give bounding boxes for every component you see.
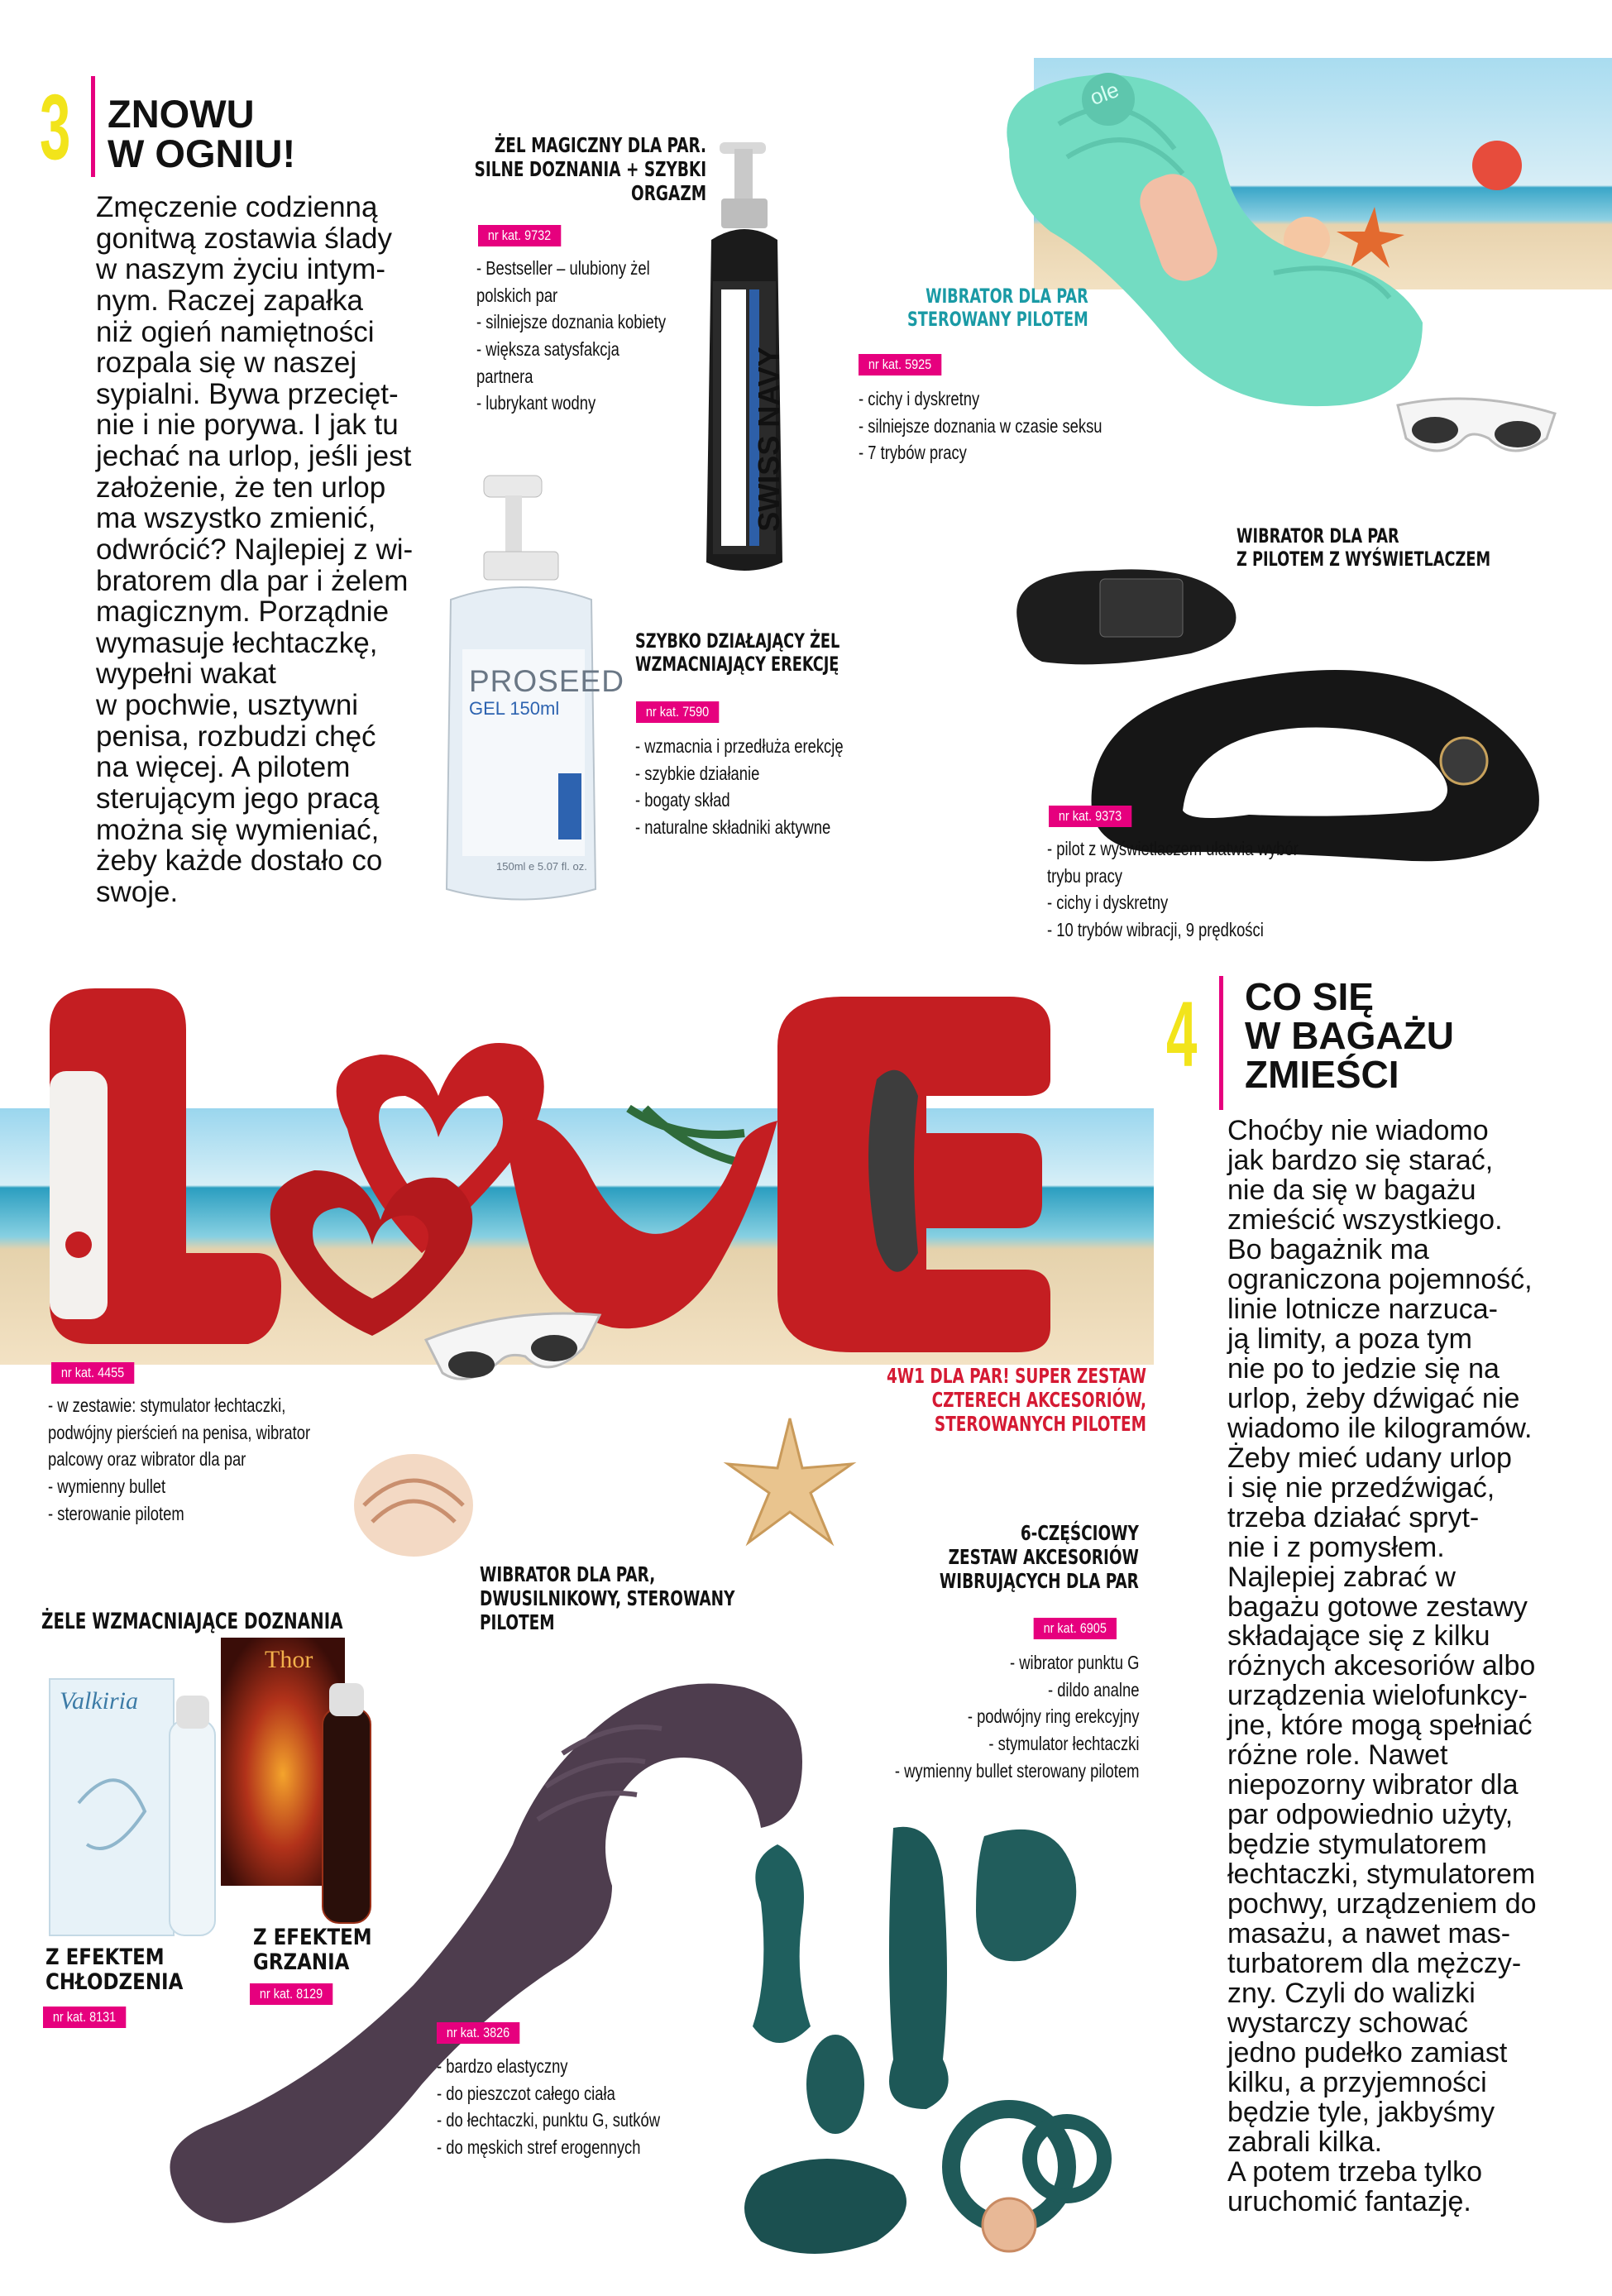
pump-stem: [505, 495, 522, 553]
feature-line: - stymulator łechtaczki: [988, 1732, 1139, 1754]
body-line: będzie stymulatorem: [1227, 1829, 1487, 1861]
wibrator-dual-kat: nr kat. 3826: [437, 2022, 519, 2044]
wibrator-display-kat: nr kat. 9373: [1049, 806, 1131, 827]
gel-magic-features: [476, 255, 666, 417]
body-line: zmieścić wszystkiego.: [1227, 1203, 1503, 1236]
pump-head: [484, 476, 542, 497]
body-line: urlop, żeby dźwigać nie: [1227, 1382, 1520, 1414]
body-line: wiadomo ile kilogramów.: [1227, 1412, 1533, 1444]
vibrator-gold-button: [1441, 738, 1487, 784]
body-line: różnych akcesoriów albo: [1227, 1650, 1536, 1682]
body-line: na więcej. A pilotem: [96, 751, 351, 784]
gel-magic-title: [475, 134, 706, 205]
body-line: wypełni wakat: [96, 658, 276, 691]
feature-line: - bogaty skład: [635, 789, 730, 811]
body-line: w naszym życiu intym-: [96, 253, 386, 286]
section-4-body: [1227, 1117, 1537, 2217]
dildo: [889, 1827, 949, 2109]
shell-body: [354, 1454, 473, 1557]
body-line: swoje.: [96, 875, 179, 908]
body-line: można się wymieniać,: [96, 813, 380, 846]
feature-line: - 10 trybów wibracji, 9 prędkości: [1047, 918, 1264, 940]
body-line: ją limity, a poza tym: [1227, 1323, 1473, 1355]
body-line: odwrócić? Najlepiej z wi-: [96, 533, 414, 566]
clit-stimulator: [976, 1830, 1076, 1961]
feature-line: partnera: [476, 365, 533, 387]
title-line: STEROWANY PILOTEM: [907, 307, 1088, 331]
body-line: wymasuje łechtaczkę,: [96, 626, 378, 659]
wibrator-pilot-features: [859, 385, 1103, 466]
feature-line: polskich par: [476, 284, 558, 306]
label-line: GRZANIA: [253, 1949, 350, 1976]
label-line: CHŁODZENIA: [45, 1969, 184, 1996]
body-line: jne, które mogą spełniać: [1227, 1710, 1533, 1742]
title-line: SZYBKO DZIAŁAJĄCY ŻEL: [635, 629, 840, 653]
proseed-brand-text: PROSEED: [469, 664, 624, 698]
body-line: różne role. Nawet: [1227, 1739, 1448, 1772]
body-line: niż ogień namiętności: [96, 315, 375, 348]
wibrator-dual-features: [437, 2053, 660, 2161]
thor-brand-text: Thor: [265, 1646, 313, 1673]
letter-l-panel: [50, 1071, 108, 1319]
title-line: ŻEL MAGICZNY DLA PAR.: [494, 133, 706, 157]
wibrator-pilot-title: [907, 285, 1088, 331]
wibrator-pilot-kat: nr kat. 5925: [859, 354, 941, 375]
body-line: jedno pudełko zamiast: [1227, 2037, 1508, 2069]
feature-line: podwójny pierścień na penisa, wibrator: [48, 1421, 311, 1443]
section-title-line: CO SIĘ: [1245, 975, 1374, 1018]
body-line: sypialni. Bywa przecięt-: [96, 377, 399, 410]
title-line: 4W1 DLA PAR! SUPER ZESTAW: [886, 1364, 1146, 1388]
teal-accessory-set-image: [711, 1811, 1141, 2283]
body-line: ograniczona pojemność,: [1227, 1263, 1533, 1295]
body-line: zabrali kilka.: [1227, 2126, 1383, 2158]
title-line: PILOTEM: [480, 1610, 555, 1634]
gel-erekcja-kat: nr kat. 7590: [636, 701, 719, 723]
feature-line: - 7 trybów pracy: [859, 442, 967, 464]
body-line: urządzenia wielofunkcy-: [1227, 1680, 1528, 1712]
section-title-line: ZNOWU: [108, 92, 255, 136]
wibrator-dual-title: [480, 1563, 734, 1634]
title-line: WIBRATOR DLA PAR,: [480, 1562, 656, 1586]
lens: [531, 1335, 577, 1361]
body-line: Żeby mieć udany urlop: [1227, 1442, 1512, 1474]
gold-bullet: [983, 2198, 1036, 2251]
gel-magic-kat: nr kat. 9732: [478, 225, 561, 246]
mint-couples-vibrator-image: [959, 50, 1456, 438]
body-line: pochwy, urządzeniem do: [1227, 1888, 1537, 1921]
ole-brand-text: ole: [1086, 77, 1122, 111]
feature-line: - silniejsze doznania w czasie seksu: [859, 414, 1103, 437]
lens: [448, 1351, 495, 1378]
feature-line: - wzmacnia i przedłuża erekcję: [635, 735, 844, 757]
feature-line: - wibrator punktu G: [1009, 1652, 1139, 1673]
body-line: bratorem dla par i żelem: [96, 564, 409, 597]
body-line: Choćby nie wiadomo: [1227, 1115, 1489, 1146]
proseed-sub-text: GEL 150ml: [469, 698, 560, 719]
starfish-shape: [728, 1418, 852, 1543]
body-line: par odpowiednio użyty,: [1227, 1799, 1514, 1831]
feature-line: palcowy oraz wibrator dla par: [48, 1448, 246, 1471]
body-line: założenie, że ten urlop: [96, 471, 386, 504]
feature-line: - szybkie działanie: [635, 762, 760, 784]
vibrator-body: [1007, 74, 1423, 406]
title-line: WIBRATOR DLA PAR: [1237, 524, 1399, 548]
body-line: uruchomić fantazję.: [1227, 2185, 1471, 2217]
remote-screen: [1100, 579, 1183, 637]
feature-line: trybu pracy: [1047, 864, 1123, 887]
body-line: trzeba działać spryt-: [1227, 1501, 1480, 1533]
body-line: nie da się w bagażu: [1227, 1174, 1476, 1206]
set6-title: [940, 1522, 1139, 1593]
set6-kat: nr kat. 6905: [1034, 1618, 1117, 1639]
body-line: zny. Czyli do walizki: [1227, 1978, 1476, 2010]
body-line: bagażu gotowe zestawy: [1227, 1590, 1528, 1623]
love-set-features: [48, 1392, 310, 1527]
body-line: masażu, a nawet mas-: [1227, 1918, 1511, 1950]
valkiria-brand-text: Valkiria: [60, 1687, 138, 1715]
title-line: SILNE DOZNANIA + SZYBKI: [474, 156, 706, 181]
set6-features: [894, 1649, 1139, 1784]
title-line: WZMACNIAJĄCY EREKCJĘ: [635, 652, 839, 676]
seashell-image: [347, 1447, 480, 1563]
body-line: rozpala się w naszej: [96, 347, 357, 380]
feature-line: - bardzo elastyczny: [437, 2055, 568, 2077]
label-line: Z EFEKTEM: [45, 1944, 165, 1970]
proseed-volume-text: 150ml e 5.07 fl. oz.: [496, 860, 587, 873]
body-line: Zmęczenie codzienną: [96, 191, 378, 223]
anal-plug: [753, 1844, 811, 2043]
swiss-navy-sub-text: SENSUAL AROUSAL LUBRICANT: [787, 335, 801, 522]
small-plug: [806, 2035, 864, 2134]
feature-line: - wymienny bullet sterowany pilotem: [894, 1759, 1139, 1782]
feature-line: - podwójny ring erekcyjny: [967, 1705, 1139, 1728]
title-line: 6-CZĘŚCIOWY: [1020, 1521, 1139, 1545]
body-line: turbatorem dla mężczy-: [1227, 1948, 1522, 1980]
warm-effect-kat: nr kat. 8129: [250, 1983, 332, 2005]
cool-effect-kat: nr kat. 8131: [43, 2007, 126, 2028]
body-line: Bo bagażnik ma: [1227, 1233, 1429, 1265]
body-line: gonitwą zostawia ślady: [96, 222, 392, 255]
section-number-4: 4: [1166, 983, 1198, 1086]
title-line: ZESTAW AKCESORIÓW: [948, 1544, 1139, 1569]
body-line: linie lotnicze narzuca-: [1227, 1293, 1498, 1325]
title-line: ORGAZM: [630, 180, 706, 205]
body-line: wystarczy schować: [1227, 2007, 1468, 2040]
title-line: WIBRATOR DLA PAR: [926, 285, 1088, 308]
swiss-navy-brand-text: SWISS NAVY: [752, 347, 786, 532]
section-title-line: ZMIEŚCI: [1245, 1052, 1399, 1096]
feature-line: - wymienny bullet: [48, 1475, 166, 1497]
body-line: i się nie przedźwigać,: [1227, 1471, 1495, 1504]
label-line: Z EFEKTEM: [253, 1925, 372, 1950]
body-line: Najlepiej zabrać w: [1227, 1561, 1456, 1593]
feature-line: - cichy i dyskretny: [859, 388, 980, 409]
body-line: jechać na urlop, jeśli jest: [96, 440, 412, 472]
title-line: Z PILOTEM Z WYŚWIETLACZEM: [1237, 547, 1491, 571]
section-title-line: W BAGAŻU: [1245, 1013, 1454, 1057]
feature-line: - Bestseller – ulubiony żel: [476, 257, 650, 279]
feature-line: - do męskich stref erogennych: [437, 2136, 641, 2158]
letter-l-button: [65, 1232, 92, 1258]
body-line: nie i z pomysłem.: [1227, 1531, 1445, 1563]
lens: [1495, 421, 1541, 447]
love-set-title: [887, 1365, 1146, 1436]
section-divider-bar: [1219, 976, 1223, 1110]
body-line: ma wszystko zmienić,: [96, 502, 376, 535]
feature-line: - do łechtaczki, punktu G, sutków: [437, 2109, 660, 2131]
feature-line: - pilot z wyświetlaczem ułatwia wybór: [1047, 838, 1299, 859]
sunglasses-white-love: [418, 1307, 608, 1406]
sunglasses-white-top: [1390, 389, 1563, 480]
body-line: niepozorny wibrator dla: [1227, 1769, 1519, 1801]
gels-enhance-title: ŻELE WZMACNIAJĄCE DOZNANIA: [41, 1609, 343, 1634]
bottle-cap: [721, 199, 768, 228]
feature-line: - lubrykant wodny: [476, 392, 596, 414]
remote: [744, 2159, 906, 2254]
title-line: CZTERECH AKCESORIÓW,: [931, 1387, 1146, 1412]
body-line: nie po to jedzie się na: [1227, 1352, 1500, 1385]
body-line: będzie tyle, jakbyśmy: [1227, 2096, 1495, 2128]
title-line: DWUSILNIKOWY, STEROWANY: [480, 1586, 735, 1610]
body-line: A potem trzeba tylko: [1227, 2155, 1483, 2188]
body-line: jak bardzo się starać,: [1227, 1144, 1494, 1176]
body-line: nie i nie porywa. I jak tu: [96, 409, 399, 442]
section-3-body: [96, 192, 413, 907]
starfish-image: [720, 1414, 860, 1555]
letter-v: [505, 1119, 777, 1329]
feature-line: - cichy i dyskretny: [1047, 892, 1169, 914]
feature-line: - większa satysfakcja: [476, 337, 619, 360]
body-line: kilku, a przyjemności: [1227, 2067, 1487, 2098]
beach-ball: [1472, 141, 1522, 190]
title-line: WIBRUJĄCYCH DLA PAR: [940, 1568, 1139, 1593]
wibrator-display-features: [1047, 835, 1299, 944]
feature-line: - do pieszczot całego ciała: [437, 2082, 615, 2104]
body-line: magicznym. Porządnie: [96, 596, 390, 629]
body-line: składające się z kilku: [1227, 1620, 1490, 1653]
feature-line: - silniejsze doznania kobiety: [476, 311, 667, 333]
love-set-kat: nr kat. 4455: [51, 1362, 134, 1384]
feature-line: - w zestawie: stymulator łechtaczki,: [48, 1394, 286, 1416]
body-line: penisa, rozbudzi chęć: [96, 720, 376, 753]
title-line: STEROWANYCH PILOTEM: [934, 1411, 1146, 1436]
gel-erekcja-title: [635, 630, 839, 676]
lens: [1412, 417, 1458, 443]
section-title-4: [1245, 975, 1454, 1096]
feature-line: - naturalne składniki aktywne: [635, 816, 831, 838]
body-line: w pochwie, usztywni: [96, 689, 359, 721]
proseed-blue-strip: [558, 773, 581, 839]
pump-collar: [484, 552, 558, 580]
feature-line: - sterowanie pilotem: [48, 1502, 184, 1524]
section-title-line: W OGNIU!: [108, 131, 296, 175]
body-line: nym. Raczej zapałka: [96, 284, 363, 317]
bottle-pump-stem: [734, 149, 753, 199]
gel-erekcja-features: [635, 733, 844, 841]
feature-line: - dildo analne: [1047, 1678, 1139, 1700]
bottle-label-stripe: [721, 289, 746, 546]
section-number-3: 3: [40, 75, 71, 179]
section-title-3: [108, 94, 295, 174]
body-line: żeby każde dostało co: [96, 844, 383, 878]
body-line: sterującym jego pracą: [96, 782, 380, 815]
section-divider-bar: [91, 76, 95, 177]
body-line: łechtaczki, stymulatorem: [1227, 1858, 1536, 1891]
